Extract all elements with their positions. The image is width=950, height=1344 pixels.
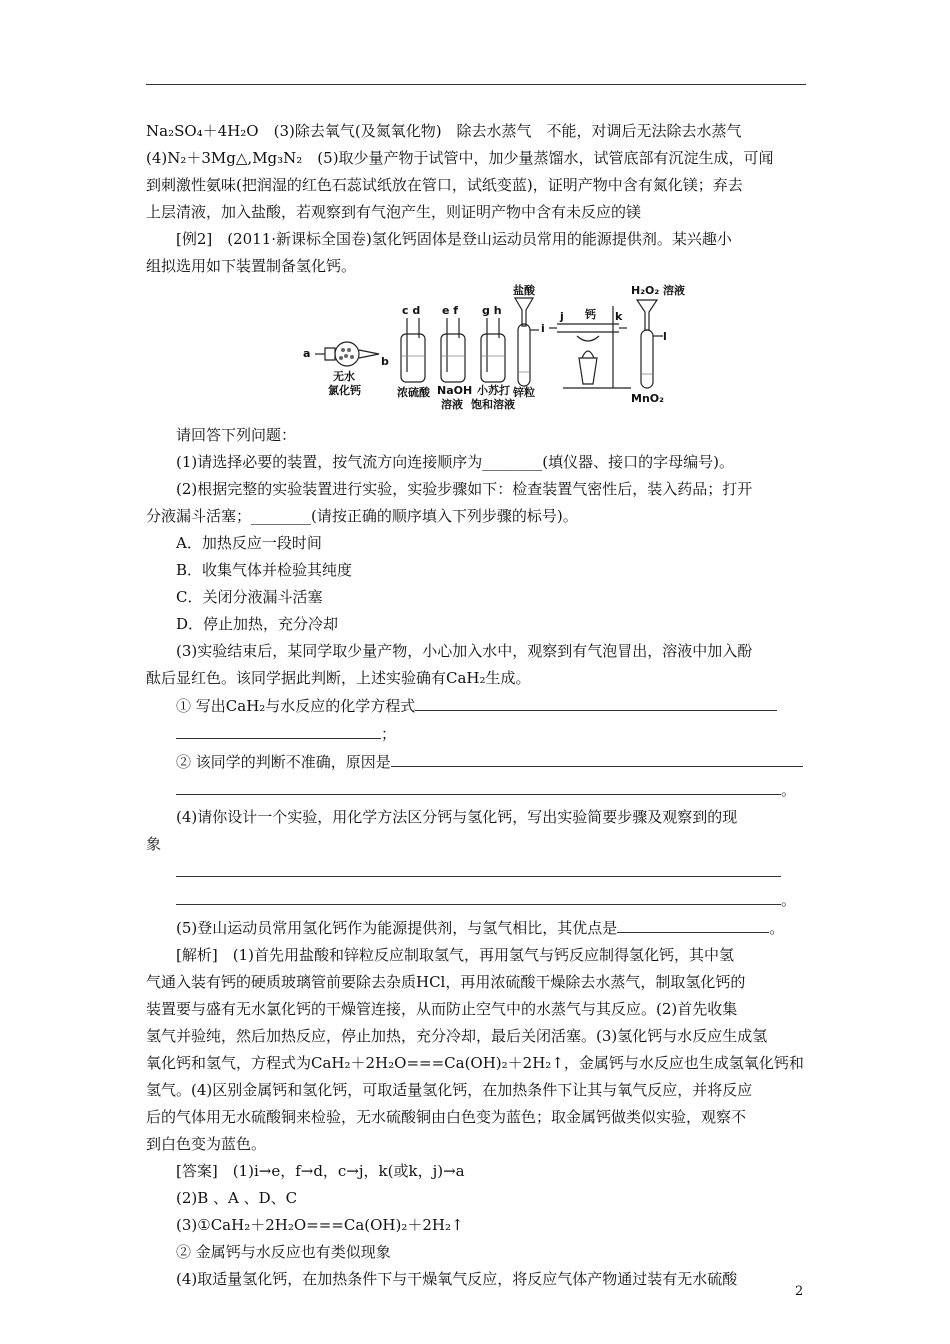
question-3-line-1: (3)实验结束后，某同学取少量产物，小心加入水中，观察到有气泡冒出，溶液中加入酚	[176, 642, 753, 660]
answer-continuation-line-3: 到刺激性氨味(把润湿的红色石蕊试纸放在管口，试纸变蓝)，证明产物中含有氮化镁；弃去	[146, 176, 743, 194]
question-4-line-1: (4)请你设计一个实验，用化学方法区分钙与氢化钙，写出实验简要步骤及观察到的现	[176, 808, 738, 826]
answer-2: (2)B 、A 、D、C	[176, 1189, 298, 1207]
answer-blank-4b[interactable]	[176, 886, 781, 905]
answer-1: [答案] (1)i→e，f→d，c→j，k(或k，j)→a	[176, 1162, 465, 1180]
semicolon: ；	[381, 725, 397, 743]
label-hcl: 盐酸	[513, 284, 535, 297]
document-body	[146, 118, 806, 1293]
question-3-2	[146, 748, 806, 776]
analysis-line-3: 装置要与盛有无水氯化钙的干燥管连接，从而防止空气中的水蒸气与其反应。(2)首先收集	[146, 1000, 738, 1018]
label-naoh-2: 溶液	[441, 398, 463, 411]
answer-3-1: (3)①CaH₂＋2H₂O===Ca(OH)₂＋2H₂↑	[176, 1216, 464, 1234]
question-3-1-text: ① 写出CaH₂与水反应的化学方程式	[176, 697, 416, 715]
question-3-1-cont	[146, 720, 806, 748]
label-zn: 锌粒	[513, 386, 535, 399]
question-intro: 请回答下列问题：	[176, 426, 297, 444]
label-cacl2-1: 无水	[333, 370, 355, 383]
question-4-blank-row-1	[146, 858, 806, 886]
label-ca: 钙	[585, 308, 596, 321]
port-a: a	[303, 347, 311, 360]
question-5	[146, 914, 806, 942]
answer-3-2: ② 金属钙与水反应也有类似现象	[176, 1243, 391, 1261]
analysis-line-5: 氧化钙和氢气，方程式为CaH₂＋2H₂O===Ca(OH)₂＋2H₂↑，金属钙与水反应也生成氢氧化钙和	[146, 1054, 804, 1072]
answer-blank-4a[interactable]	[176, 858, 781, 877]
analysis-line-6: 氢气。(4)区别金属钙和氢化钙，可取适量氢化钙，在加热条件下让其与氧气反应，并将反应	[146, 1081, 753, 1099]
port-j: j	[560, 310, 564, 323]
question-2-line-1: (2)根据完整的实验装置进行实验，实验步骤如下：检查装置气密性后，装入药品；打开	[176, 480, 753, 498]
question-4-blank-row-2	[146, 886, 806, 914]
analysis-line-7: 后的气体用无水硫酸铜来检验，无水硫酸铜由白色变为蓝色；取金属钙做类似实验，观察不	[146, 1108, 747, 1126]
label-nahco3-2: 饱和溶液	[471, 398, 515, 411]
question-4-line-2: 象	[146, 835, 162, 853]
answer-continuation-line-1: Na₂SO₄＋4H₂O (3)除去氧气(及氮氧化物) 除去水蒸气 不能，对调后无法除去水蒸气	[146, 122, 742, 140]
question-3-2-text: ② 该同学的判断不准确，原因是	[176, 753, 391, 771]
header-rule	[146, 84, 806, 85]
option-a: A．加热反应一段时间	[176, 534, 322, 552]
label-nahco3-1: 小苏打	[477, 384, 510, 397]
label-mno2: MnO₂	[631, 392, 664, 405]
answer-blank-3-2b[interactable]	[176, 776, 781, 795]
question-5-text: (5)登山运动员常用氢化钙作为能源提供剂，与氢气相比，其优点是	[176, 919, 618, 937]
period-3-2: 。	[781, 781, 797, 799]
answer-blank-3-1b[interactable]	[176, 720, 381, 739]
option-d: D．停止加热，充分冷却	[176, 615, 339, 633]
question-3-1	[146, 692, 806, 720]
period-4: 。	[781, 891, 797, 909]
option-b: B．收集气体并检验其纯度	[176, 561, 353, 579]
label-h2o2: H₂O₂ 溶液	[631, 284, 686, 297]
answer-continuation-line-4: 上层清液，加入盐酸，若观察到有气泡产生，则证明产物中含有未反应的镁	[146, 203, 642, 221]
port-k: k	[615, 310, 623, 323]
label-cacl2-2: 氯化钙	[328, 384, 361, 397]
question-2-line-2: 分液漏斗活塞；________(请按正确的顺序填入下列步骤的标号)。	[146, 507, 578, 525]
question-1: (1)请选择必要的装置，按气流方向连接顺序为________(填仪器、接口的字母编号)。	[176, 453, 734, 471]
analysis-line-1: [解析] (1)首先用盐酸和锌粒反应制取氢气，再用氢气与钙反应制得氢化钙，其中氢	[176, 946, 734, 964]
answer-blank-3-1a[interactable]	[415, 692, 777, 711]
question-3-line-2: 酞后显红色。该同学据此判断，上述实验确有CaH₂生成。	[146, 669, 531, 687]
port-i: i	[541, 322, 545, 335]
example-title-cont: 组拟选用如下装置制备氢化钙。	[146, 257, 357, 275]
analysis-line-4: 氢气并验纯，然后加热反应，停止加热，充分冷却，最后关闭活塞。(3)氢化钙与水反应生成氢	[146, 1027, 768, 1045]
question-3-2-cont	[146, 776, 806, 804]
label-h2so4: 浓硫酸	[397, 386, 430, 399]
analysis-line-2: 气通入装有钙的硬质玻璃管前要除去杂质HCl，再用浓硫酸干燥除去水蒸气，制取氢化钙的	[146, 973, 746, 991]
example-title: [例2] (2011·新课标全国卷)氢化钙固体是登山运动员常用的能源提供剂。某兴趣小	[176, 230, 732, 248]
ports-gh: g h	[482, 304, 502, 317]
answer-4: (4)取适量氢化钙，在加热条件下与干燥氧气反应，将反应气体产物通过装有无水硫酸	[176, 1270, 738, 1288]
label-naoh-1: NaOH	[437, 384, 473, 397]
period-5: 。	[769, 919, 785, 937]
ports-cd: c d	[402, 304, 421, 317]
apparatus-figure	[301, 284, 701, 414]
port-b: b	[381, 355, 389, 368]
page-number: 2	[795, 1284, 804, 1299]
answer-blank-5[interactable]	[617, 914, 769, 933]
ports-ef: e f	[442, 304, 459, 317]
answer-continuation-line-2: (4)N₂＋3Mg△,Mg₃N₂ (5)取少量产物于试管中，加少量蒸馏水，试管底部有沉淀生成，可闻	[146, 149, 774, 167]
answer-blank-3-2a[interactable]	[391, 748, 803, 767]
option-c: C．关闭分液漏斗活塞	[176, 588, 323, 606]
port-l: l	[663, 330, 667, 343]
analysis-line-8: 到白色变为蓝色。	[146, 1135, 267, 1153]
